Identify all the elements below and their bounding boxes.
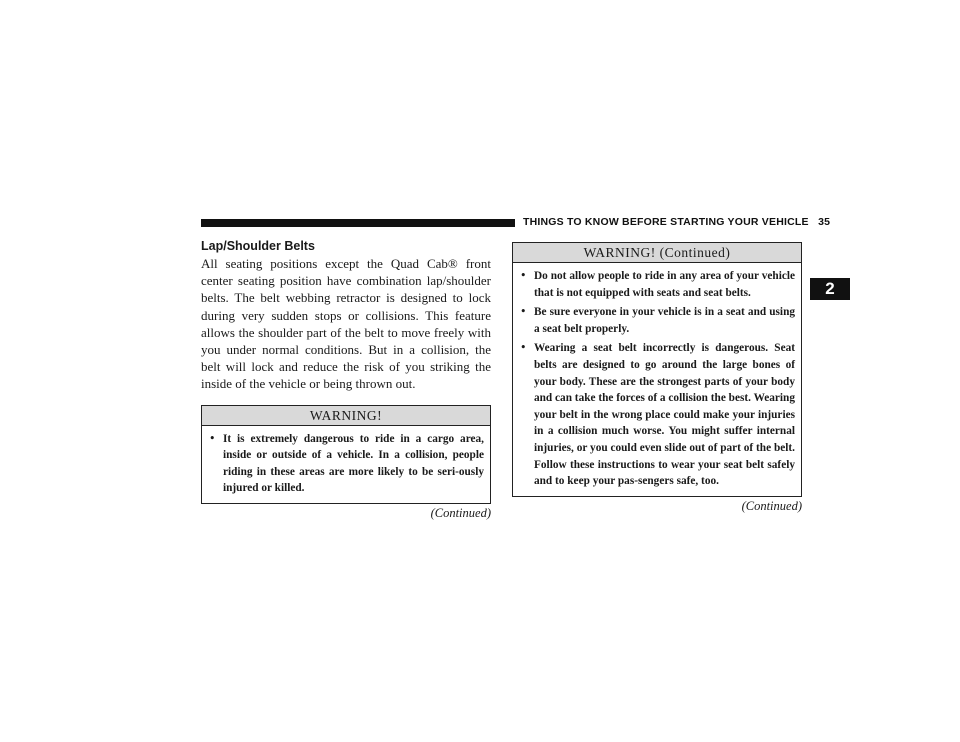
warning-title: WARNING! bbox=[202, 406, 490, 426]
bullet-icon: • bbox=[520, 341, 527, 355]
warning-item-text: Do not allow people to ride in any area of your vehicle that is not equipped with seats and seat belts. bbox=[534, 270, 795, 299]
running-header-title: THINGS TO KNOW BEFORE STARTING YOUR VEHICLE bbox=[523, 216, 809, 228]
bullet-icon: • bbox=[209, 431, 216, 445]
continued-note: (Continued) bbox=[741, 498, 802, 513]
warning-box-continued bbox=[512, 242, 802, 497]
section-body: All seating positions except the Quad Cab® front center seating position have combination lap/shoulder belts. The belt webbing retractor is designed to lock during very sudden stops or collisions. This feature allows the shoulder part of the belt to move freely with you under normal conditions. But in a collision, the belt will lock and reduce the risk of you striking the inside of the vehicle or being thrown out. bbox=[201, 256, 491, 392]
warning-item bbox=[518, 268, 795, 301]
warning-item-text: Be sure everyone in your vehicle is in a seat and using a seat belt properly. bbox=[534, 306, 795, 335]
warning-item bbox=[207, 431, 484, 497]
warning-item-text: Wearing a seat belt incorrectly is dangerous. Seat belts are designed to go around the large bones of your body. These are the strongest parts of your body and can take the forces of a collision the best. Wearing your belt in the wrong place could make your injuries in a collision much worse. You might suffer internal injuries, or you could even slide out of part of the belt. Follow these instructions to wear your seat belt safely and to keep your pas-sengers safe, too. bbox=[534, 342, 795, 488]
running-header bbox=[523, 216, 830, 228]
bullet-icon: • bbox=[520, 269, 527, 282]
continued-note: (Continued) bbox=[430, 506, 491, 520]
right-column bbox=[512, 242, 802, 514]
warning-body-continued bbox=[513, 263, 801, 496]
left-column bbox=[201, 239, 491, 521]
warning-body bbox=[202, 426, 490, 503]
chapter-tab: 2 bbox=[810, 278, 850, 300]
warning-item bbox=[518, 340, 795, 489]
warning-item-text: It is extremely dangerous to ride in a cargo area, inside or outside of a vehicle. In a collision, people riding in these areas are more likely to be seri-ously injured or killed. bbox=[223, 432, 484, 495]
warning-title-continued: WARNING! (Continued) bbox=[513, 243, 801, 263]
warning-item bbox=[518, 304, 795, 337]
section-title: Lap/Shoulder Belts bbox=[201, 239, 315, 253]
header-rule-bar bbox=[201, 219, 515, 227]
warning-box bbox=[201, 405, 491, 504]
bullet-icon: • bbox=[520, 305, 527, 319]
page-number: 35 bbox=[818, 216, 831, 228]
